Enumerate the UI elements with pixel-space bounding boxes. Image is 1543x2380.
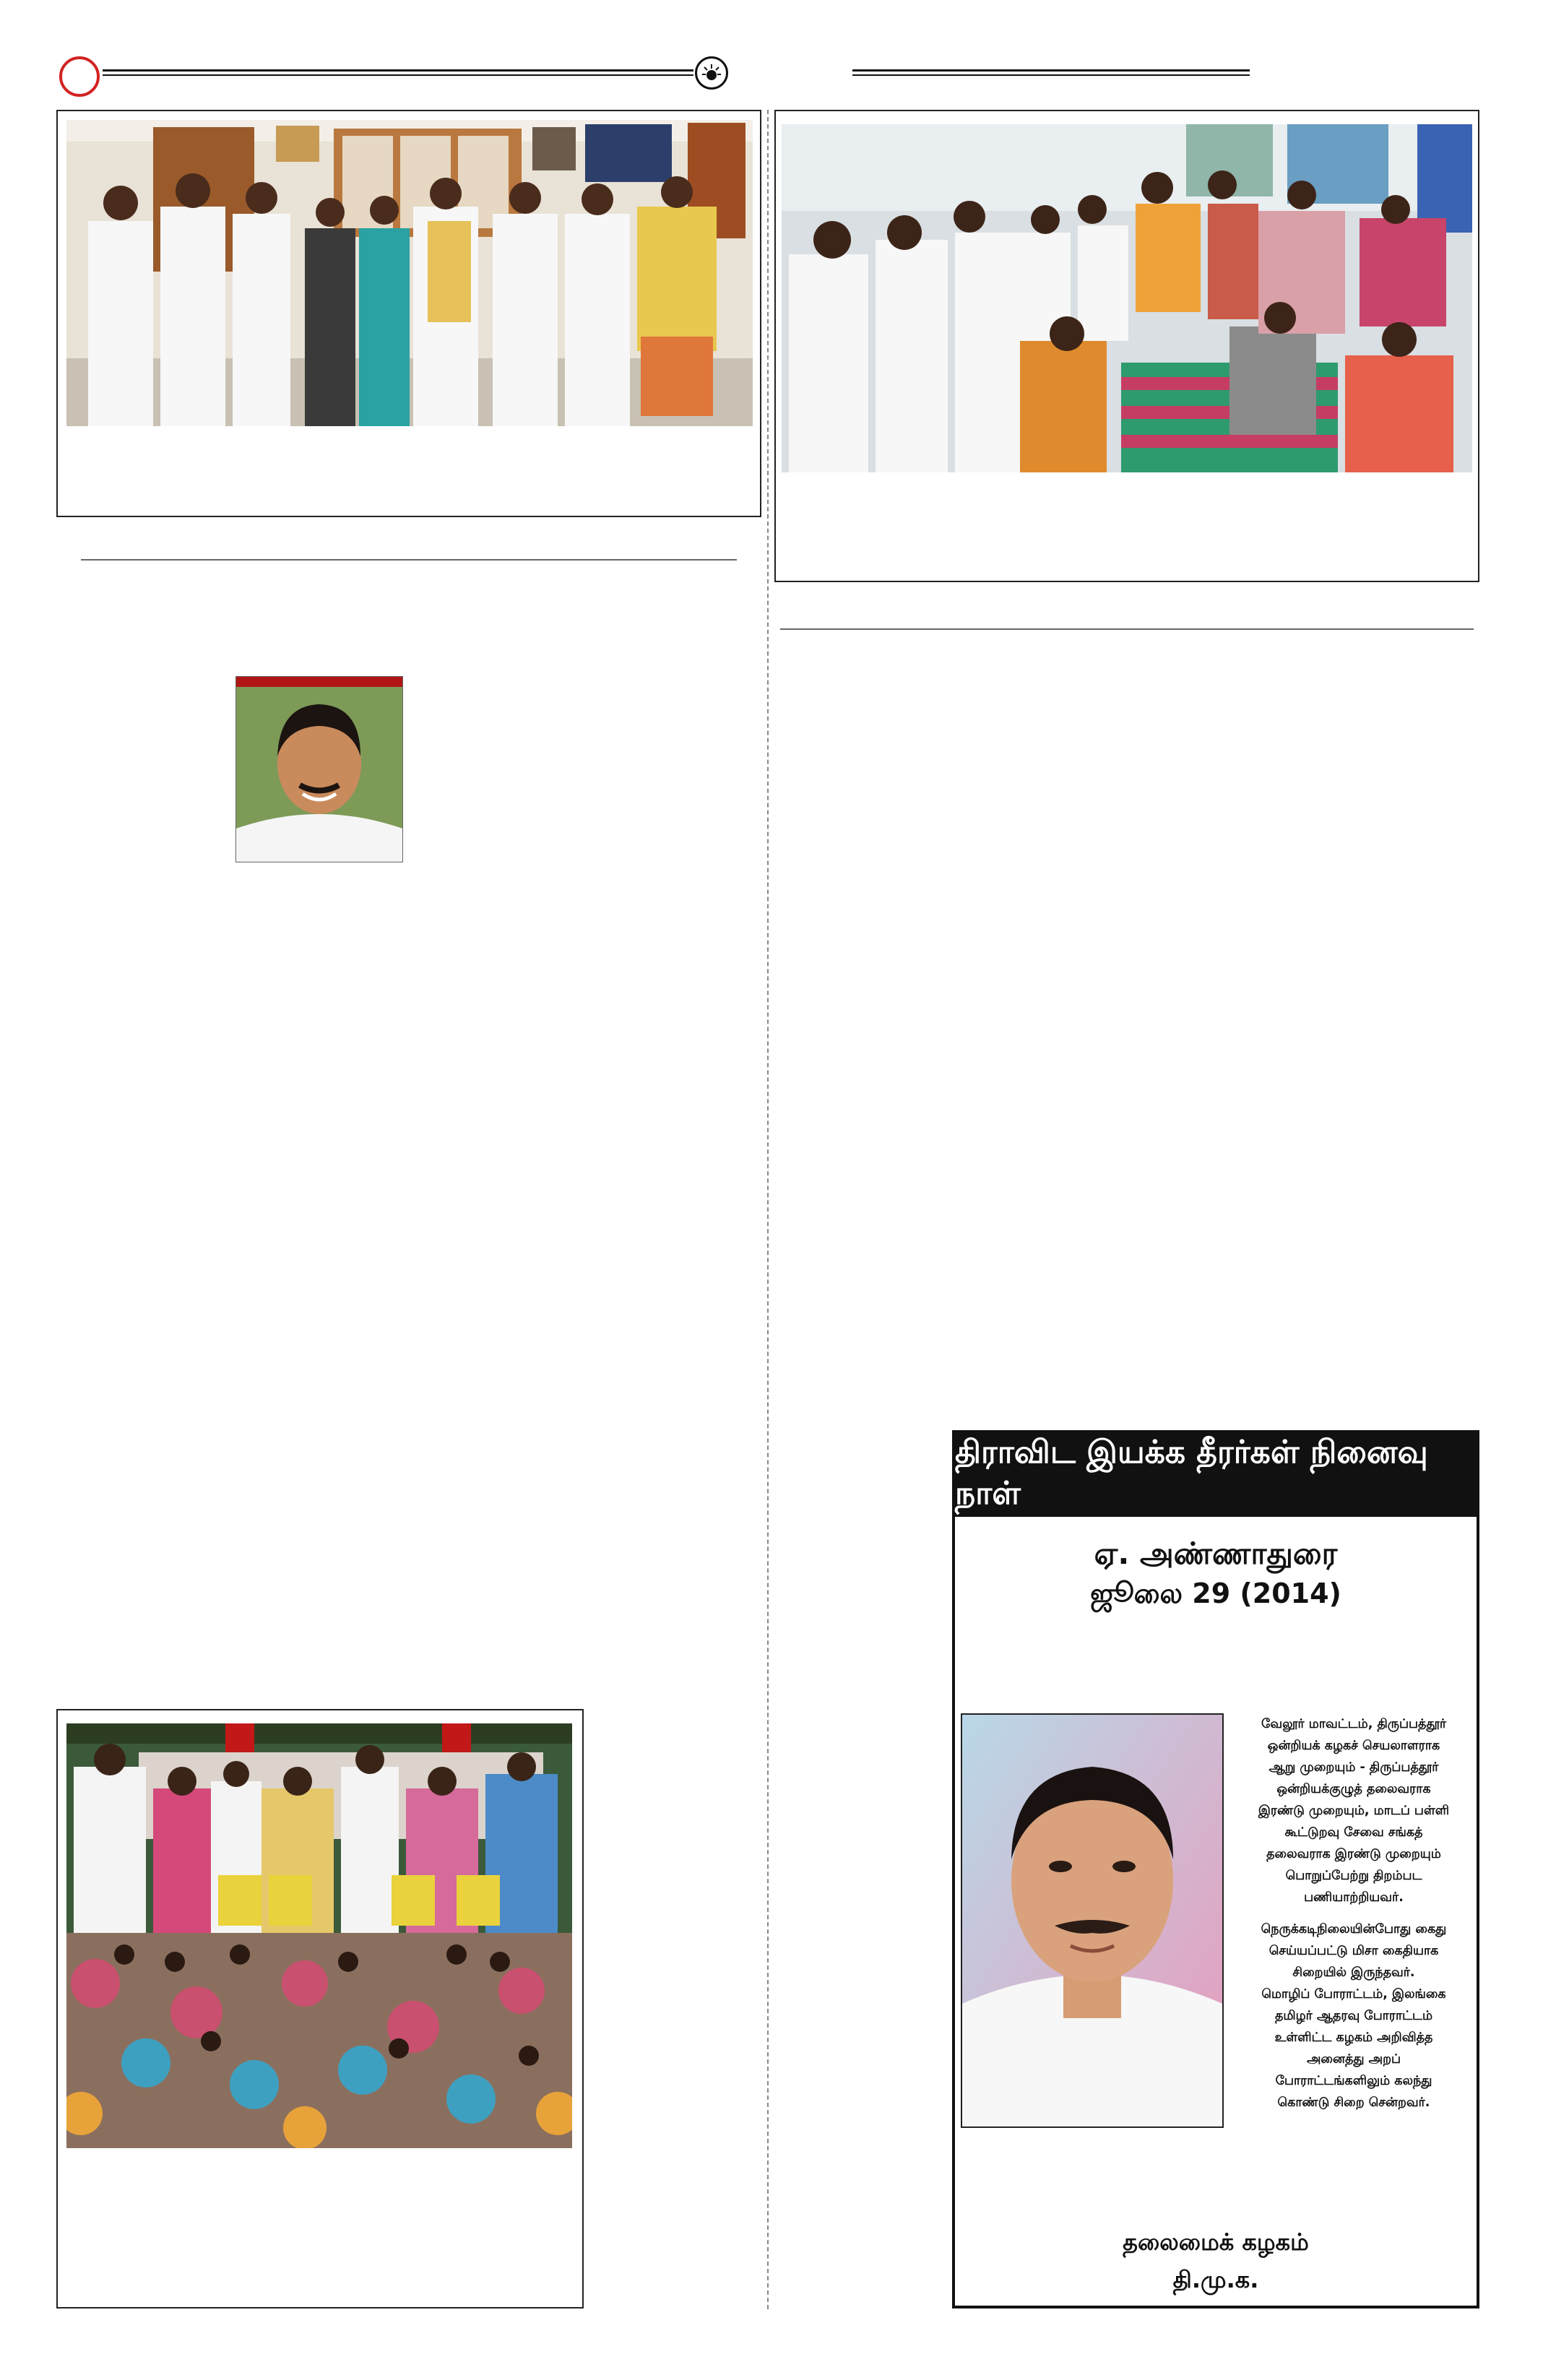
signoff-organization: தலைமைக் கழகம் xyxy=(1123,2228,1309,2256)
section-rule xyxy=(780,628,1474,630)
group-presentation-photo xyxy=(66,120,753,426)
memorial-signoff xyxy=(955,2223,1477,2298)
bio-line: தலைவராக இரண்டு முறையும் xyxy=(1266,1847,1441,1861)
bio-line: ஒன்றியக் கழகச் செயலாளராக xyxy=(1267,1739,1440,1753)
memorial-bio xyxy=(1237,1713,1471,2124)
bio-line: நெருக்கடிநிலையின்போது கைது xyxy=(1261,1922,1447,1937)
bio-line: ஒன்றியக்குழுத் தலைவராக xyxy=(1276,1782,1431,1796)
portrait-photo xyxy=(235,676,403,862)
bio-line: சிறையில் இருந்தவர். xyxy=(1292,1965,1415,1980)
memorial-banner: திராவிட இயக்க தீரர்கள் நினைவு நாள் xyxy=(955,1433,1477,1517)
bio-line: அனைத்து அறப் xyxy=(1306,2052,1401,2067)
group-registration-table-photo xyxy=(782,124,1472,472)
red-circle-icon xyxy=(59,56,100,97)
header-rule xyxy=(852,74,1250,76)
bio-line: இரண்டு முறையும், மாடப் பள்ளி xyxy=(1258,1804,1450,1818)
rising-sun-emblem-icon xyxy=(695,56,728,90)
header-rule xyxy=(103,69,693,72)
column-divider xyxy=(767,110,769,2309)
memorial-advertisement xyxy=(952,1430,1479,2308)
bio-line: கொண்டு சிறை சென்றவர். xyxy=(1277,2095,1430,2110)
header-rule xyxy=(103,74,693,76)
bio-line: செய்யப்பட்டு மிசா கைதியாக xyxy=(1268,1944,1439,1958)
signoff-party: தி.மு.க. xyxy=(1172,2266,1259,2293)
bio-line: பணியாற்றியவர். xyxy=(1304,1890,1404,1905)
memorial-name: ஏ. அண்ணாதுரை xyxy=(1094,1536,1338,1571)
memorial-bio-paragraph xyxy=(1237,1713,1471,1908)
header-rule xyxy=(852,69,1250,72)
bio-line: ஆறு முறையும் - திருப்பத்தூர் xyxy=(1268,1760,1439,1775)
memorial-date: ஜூலை 29 (2014) xyxy=(1090,1578,1341,1609)
bio-line: பொறுப்பேற்று திறம்பட xyxy=(1285,1869,1422,1883)
bio-line: போராட்டங்களிலும் கலந்து xyxy=(1275,2074,1432,2088)
bio-line: கூட்டுறவு சேவை சங்கத் xyxy=(1284,1825,1423,1840)
crowd-event-photo xyxy=(66,1723,572,2148)
memorial-bio-paragraph xyxy=(1237,1918,1471,2113)
bio-line: வேலூர் மாவட்டம், திருப்பத்தூர் xyxy=(1261,1717,1447,1731)
bio-line: தமிழர் ஆதரவு போராட்டம் xyxy=(1274,2009,1433,2023)
section-rule xyxy=(81,559,737,561)
bio-line: உள்ளிட்ட கழகம் அறிவித்த xyxy=(1274,2030,1433,2045)
memorial-portrait-photo xyxy=(961,1713,1224,2128)
bio-line: மொழிப் போராட்டம், இலங்கை xyxy=(1261,1987,1446,2002)
